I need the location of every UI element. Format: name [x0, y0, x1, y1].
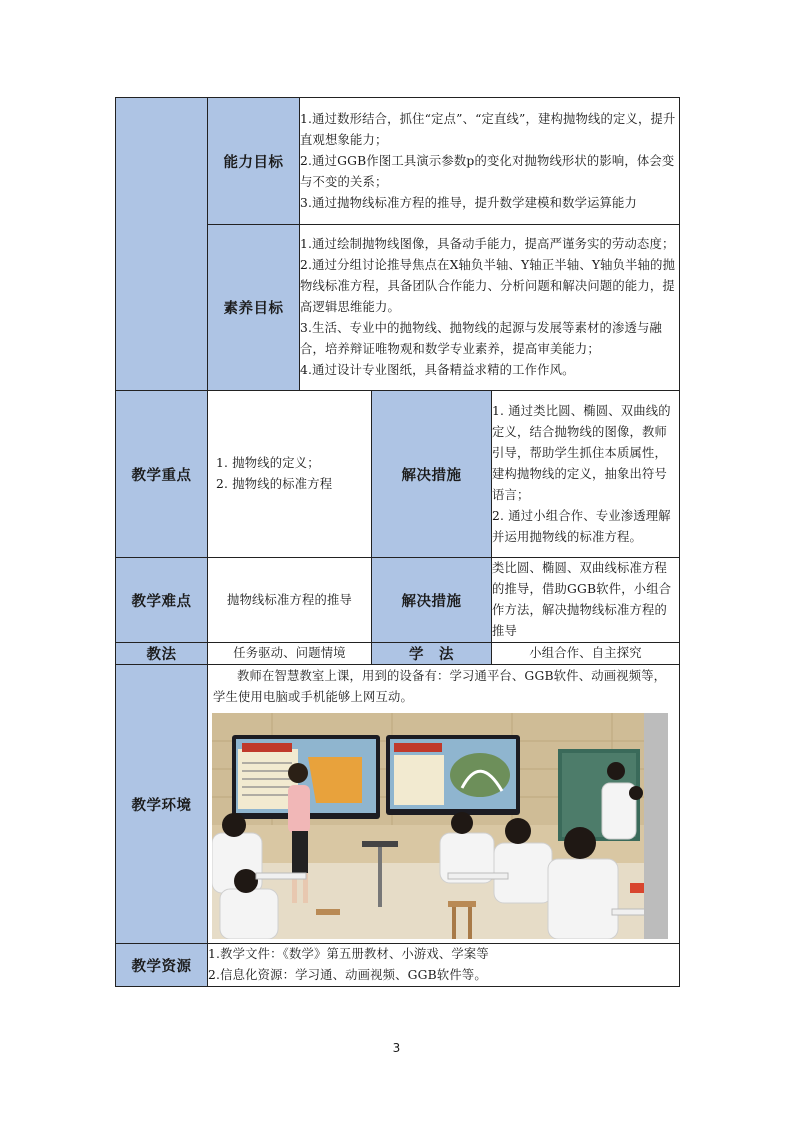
- difficulty-measures-content: 类比圆、椭圆、双曲线标准方程的推导，借助GGB软件，小组合作方法，解决抛物线标准方程的推导: [492, 558, 680, 643]
- environment-row: [116, 665, 680, 944]
- difficulty-label: 教学难点: [116, 558, 208, 643]
- key-points-content: [208, 391, 372, 558]
- teaching-method-value: 任务驱动、问题情境: [208, 643, 372, 665]
- key-points-label: 教学重点: [116, 391, 208, 558]
- ability-label: 能力目标: [208, 98, 300, 225]
- literacy-item: 4.通过设计专业图纸，具备精益求精的工作作风。: [300, 363, 575, 377]
- methods-row: [116, 643, 680, 665]
- key-measures-label: 解决措施: [372, 391, 492, 558]
- resources-label: 教学资源: [116, 944, 208, 987]
- learning-method-label: 学 法: [372, 643, 492, 665]
- page-number: 3: [392, 1041, 401, 1055]
- ability-item: 3.通过抛物线标准方程的推导，提升数学建模和数学运算能力: [300, 195, 638, 210]
- key-point-item: 1. 抛物线的定义；: [216, 456, 320, 470]
- literacy-item: 3.生活、专业中的抛物线、抛物线的起源与发展等素材的渗透与融合，培养辩证唯物观和数学专业素养，提高审美能力；: [300, 321, 663, 356]
- key-point-item: 2. 抛物线的标准方程: [216, 477, 333, 491]
- key-measure-item: 1. 通过类比圆、椭圆、双曲线的定义，结合抛物线的图像，教师引导，帮助学生抓住本质属性，建构抛物线的定义，抽象出符号语言；: [492, 403, 671, 502]
- teaching-method-label: 教法: [116, 643, 208, 665]
- difficulty-measures-label: 解决措施: [372, 558, 492, 643]
- environment-label: 教学环境: [116, 665, 208, 944]
- resource-item: 2.信息化资源：学习通、动画视频、GGB软件等。: [208, 968, 487, 982]
- environment-text: 教师在智慧教室上课，用到的设备有：学习通平台、GGB软件、动画视频等，学生使用电脑或手机能够上网互动。: [213, 669, 667, 704]
- resource-item: 1.教学文件：《数学》第五册教材、小游戏、学案等: [208, 947, 489, 961]
- key-measure-item: 2. 通过小组合作、专业渗透理解并运用抛物线的标准方程。: [492, 508, 671, 544]
- learning-method-value: 小组合作、自主探究: [492, 643, 680, 665]
- literacy-label: 素养目标: [208, 225, 300, 391]
- key-points-row: [116, 391, 680, 558]
- literacy-item: 2.通过分组讨论推导焦点在X轴负半轴、Y轴正半轴、Y轴负半轴的抛物线标准方程，具备团队合作能力、分析问题和解决问题的能力，提高逻辑思维能力。: [300, 258, 676, 314]
- objectives-group-cell: [116, 98, 208, 391]
- classroom-photo: [212, 713, 668, 939]
- key-measures-content: [492, 391, 680, 558]
- environment-content: [208, 665, 680, 944]
- resources-content: [208, 944, 680, 987]
- literacy-content: [300, 225, 680, 391]
- resources-row: [116, 944, 680, 987]
- lesson-plan-table: [115, 97, 680, 987]
- difficulty-content: 抛物线标准方程的推导: [208, 558, 372, 643]
- ability-item: 2.通过GGB作图工具演示参数p的变化对抛物线形状的影响，体会变与不变的关系；: [300, 153, 675, 189]
- ability-content: [300, 98, 680, 225]
- ability-item: 1.通过数形结合，抓住“定点”、“定直线”，建构抛物线的定义，提升直观想象能力；: [300, 111, 676, 147]
- literacy-item: 1.通过绘制抛物线图像，具备动手能力，提高严谨务实的劳动态度；: [300, 237, 675, 251]
- difficulty-row: [116, 558, 680, 643]
- ability-row: [116, 98, 680, 225]
